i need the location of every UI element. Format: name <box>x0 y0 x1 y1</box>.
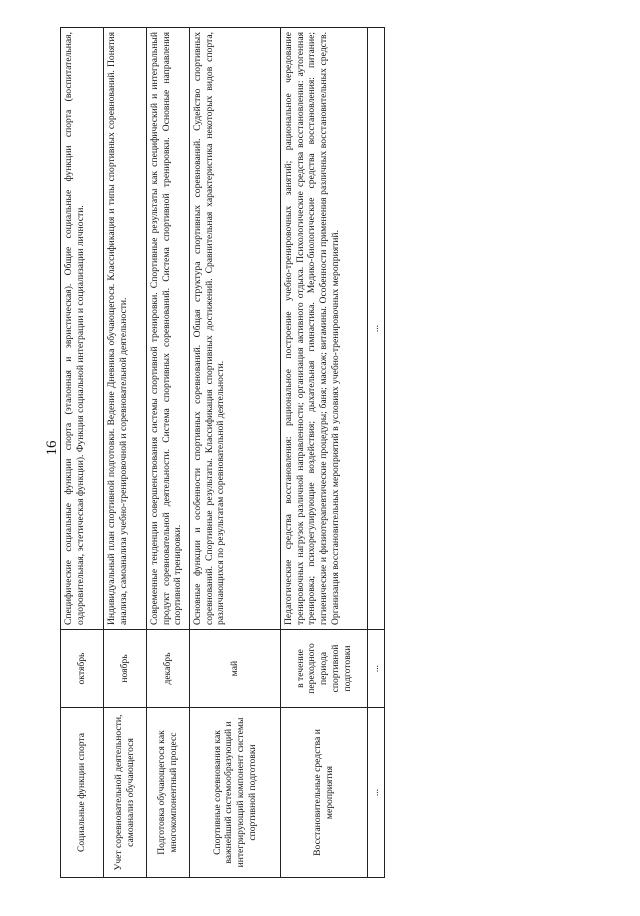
content-cell: Специфические социальные функции спорта (эталонная и эвристическая). Общие социальные функции спорта (воспитательная, оздоровительная, эстетическая функции). Функция социальной интеграции и социализации личности. <box>61 28 104 630</box>
table-row <box>368 28 385 878</box>
month-cell: в течение переходного периода спортивной подготовки <box>281 630 368 708</box>
content-cell: Современные тенденции совершенствования системы спортивной тренировки. Спортивные результаты как специфический и интегральный продукт соревновательной деятельности. Система спортивных соревнований. Система спортивной тренировки. Основные направления спортивной тренировки. <box>147 28 190 630</box>
table-row <box>190 28 281 878</box>
month-cell: май <box>190 630 281 708</box>
table-row <box>281 28 368 878</box>
topic-cell: ... <box>368 708 385 878</box>
month-cell: декабрь <box>147 630 190 708</box>
content-cell: Основные функции и особенности спортивных соревнований. Общая структура спортивных соревнований. Судейство спортивных соревнований. Спортивные результаты. Классификация спортивных достижений. Сравнительная характеристика некоторых видов спорта, различающихся по результатам соревновательной деятельности. <box>190 28 281 630</box>
content-cell: Индивидуальный план спортивной подготовки. Ведение Дневника обучающегося. Классификация и типы спортивных соревнований. Понятия анализа, самоанализа учебно-тренировочной и соревновательной деятельности. <box>104 28 147 630</box>
month-cell: октябрь <box>61 630 104 708</box>
landscape-sheet <box>60 20 400 890</box>
topic-cell: Подготовка обучающегося как многокомпонентный процесс <box>147 708 190 878</box>
month-cell: ноябрь <box>104 630 147 708</box>
topic-cell: Социальные функции спорта <box>61 708 104 878</box>
table-row <box>147 28 190 878</box>
rotated-table-frame <box>60 20 400 890</box>
content-cell: Педагогические средства восстановления: рациональное построение учебно-тренировочных занятий; рациональное чередование тренировочных нагрузок различной направленности; организация активного отдыха. Психологические средства восстановления: аутогенная тренировка; психорегулирующие воздействия; дыхательная гимнастика. Медико-биологические средства восстановления: питание; гигиенические и физиотерапевтические процедуры; баня; массаж; витамины. Особенности применения различных восстановительных средств. Организация восстановительных мероприятий в условиях учебно-тренировочных мероприятий. <box>281 28 368 630</box>
topic-cell: Восстановительные средства и мероприятия <box>281 708 368 878</box>
table-row <box>61 28 104 878</box>
theory-program-table <box>60 27 385 878</box>
topic-cell: Спортивные соревнования как важнейший системообразующий и интегрирующий компонент системы спортивной подготовки <box>190 708 281 878</box>
table-row <box>104 28 147 878</box>
topic-cell: Учет соревновательной деятельности, самоанализ обучающегося <box>104 708 147 878</box>
page-number: 16 <box>44 440 60 456</box>
content-cell: ... <box>368 28 385 630</box>
month-cell: ... <box>368 630 385 708</box>
